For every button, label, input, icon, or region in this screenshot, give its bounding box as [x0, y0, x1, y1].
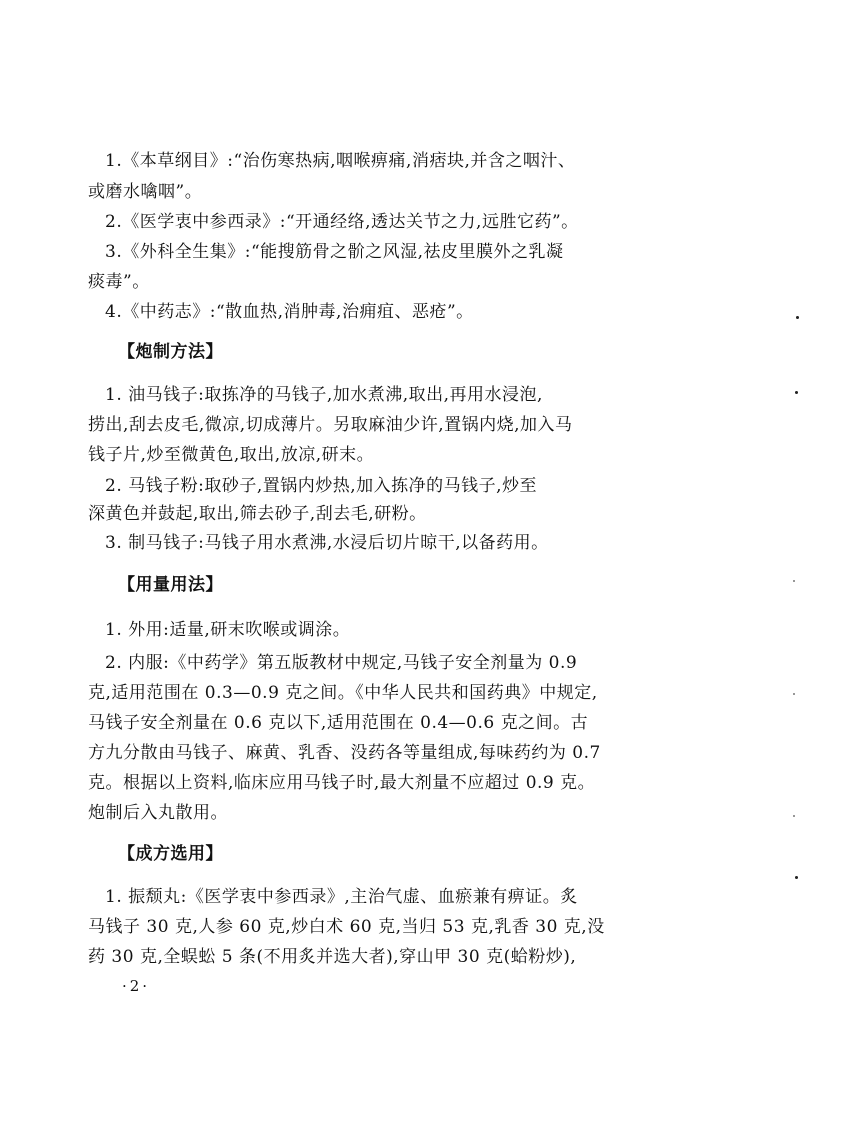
scan-speck	[795, 876, 798, 879]
section-heading-processing: 【炮制方法】	[118, 342, 223, 362]
dosage-line: 克,适用范围在 0.3—0.9 克之间。《中华人民共和国药典》中规定,	[88, 683, 598, 703]
scan-speck	[793, 580, 795, 582]
section-heading-formulas: 【成方选用】	[118, 844, 223, 864]
processing-line: 3. 制马钱子:马钱子用水煮沸,水浸后切片晾干,以备药用。	[105, 533, 549, 553]
quote-line-4: 4.《中药志》:“散血热,消肿毒,治痈疽、恶疮”。	[105, 302, 474, 322]
dosage-line: 克。根据以上资料,临床应用马钱子时,最大剂量不应超过 0.9 克。	[88, 773, 596, 793]
section-heading-dosage: 【用量用法】	[118, 575, 223, 595]
quote-line-2: 2.《医学衷中参西录》:“开通经络,透达关节之力,远胜它药”。	[105, 212, 579, 232]
dosage-line: 2. 内服:《中药学》第五版教材中规定,马钱子安全剂量为 0.9	[105, 653, 578, 673]
scan-speck	[796, 316, 799, 319]
processing-line: 1. 油马钱子:取拣净的马钱子,加水煮沸,取出,再用水浸泡,	[105, 385, 543, 405]
dosage-line: 1. 外用:适量,研末吹喉或调涂。	[105, 620, 351, 640]
scan-speck	[793, 693, 795, 695]
formula-line: 药 30 克,全蜈蚣 5 条(不用炙并选大者),穿山甲 30 克(蛤粉炒),	[88, 947, 577, 967]
page-number: ·2·	[122, 977, 151, 995]
processing-line: 深黄色并鼓起,取出,筛去砂子,刮去毛,研粉。	[88, 504, 427, 524]
quote-line-1-cont: 或磨水噙咽”。	[88, 182, 203, 202]
processing-line: 钱子片,炒至微黄色,取出,放凉,研末。	[88, 445, 375, 465]
processing-line: 捞出,刮去皮毛,微凉,切成薄片。另取麻油少许,置锅内烧,加入马	[88, 415, 573, 435]
dosage-line: 马钱子安全剂量在 0.6 克以下,适用范围在 0.4—0.6 克之间。古	[88, 713, 589, 733]
scan-speck	[793, 815, 795, 817]
dosage-line: 炮制后入丸散用。	[88, 803, 228, 823]
quote-line-3-cont: 痰毒”。	[88, 272, 150, 292]
processing-line: 2. 马钱子粉:取砂子,置锅内炒热,加入拣净的马钱子,炒至	[105, 476, 538, 496]
quote-line-1: 1.《本草纲目》:“治伤寒热病,咽喉痹痛,消痞块,并含之咽汁、	[105, 151, 576, 171]
quote-line-3: 3.《外科全生集》:“能搜筋骨之骱之风湿,祛皮里膜外之乳凝	[105, 242, 564, 262]
formula-line: 1. 振颓丸:《医学衷中参西录》,主治气虚、血瘀兼有痹证。炙	[105, 887, 578, 907]
formula-line: 马钱子 30 克,人参 60 克,炒白术 60 克,当归 53 克,乳香 30 克,没	[88, 917, 605, 937]
dosage-line: 方九分散由马钱子、麻黄、乳香、没药各等量组成,每味药约为 0.7	[88, 743, 601, 763]
scan-speck	[795, 391, 798, 394]
